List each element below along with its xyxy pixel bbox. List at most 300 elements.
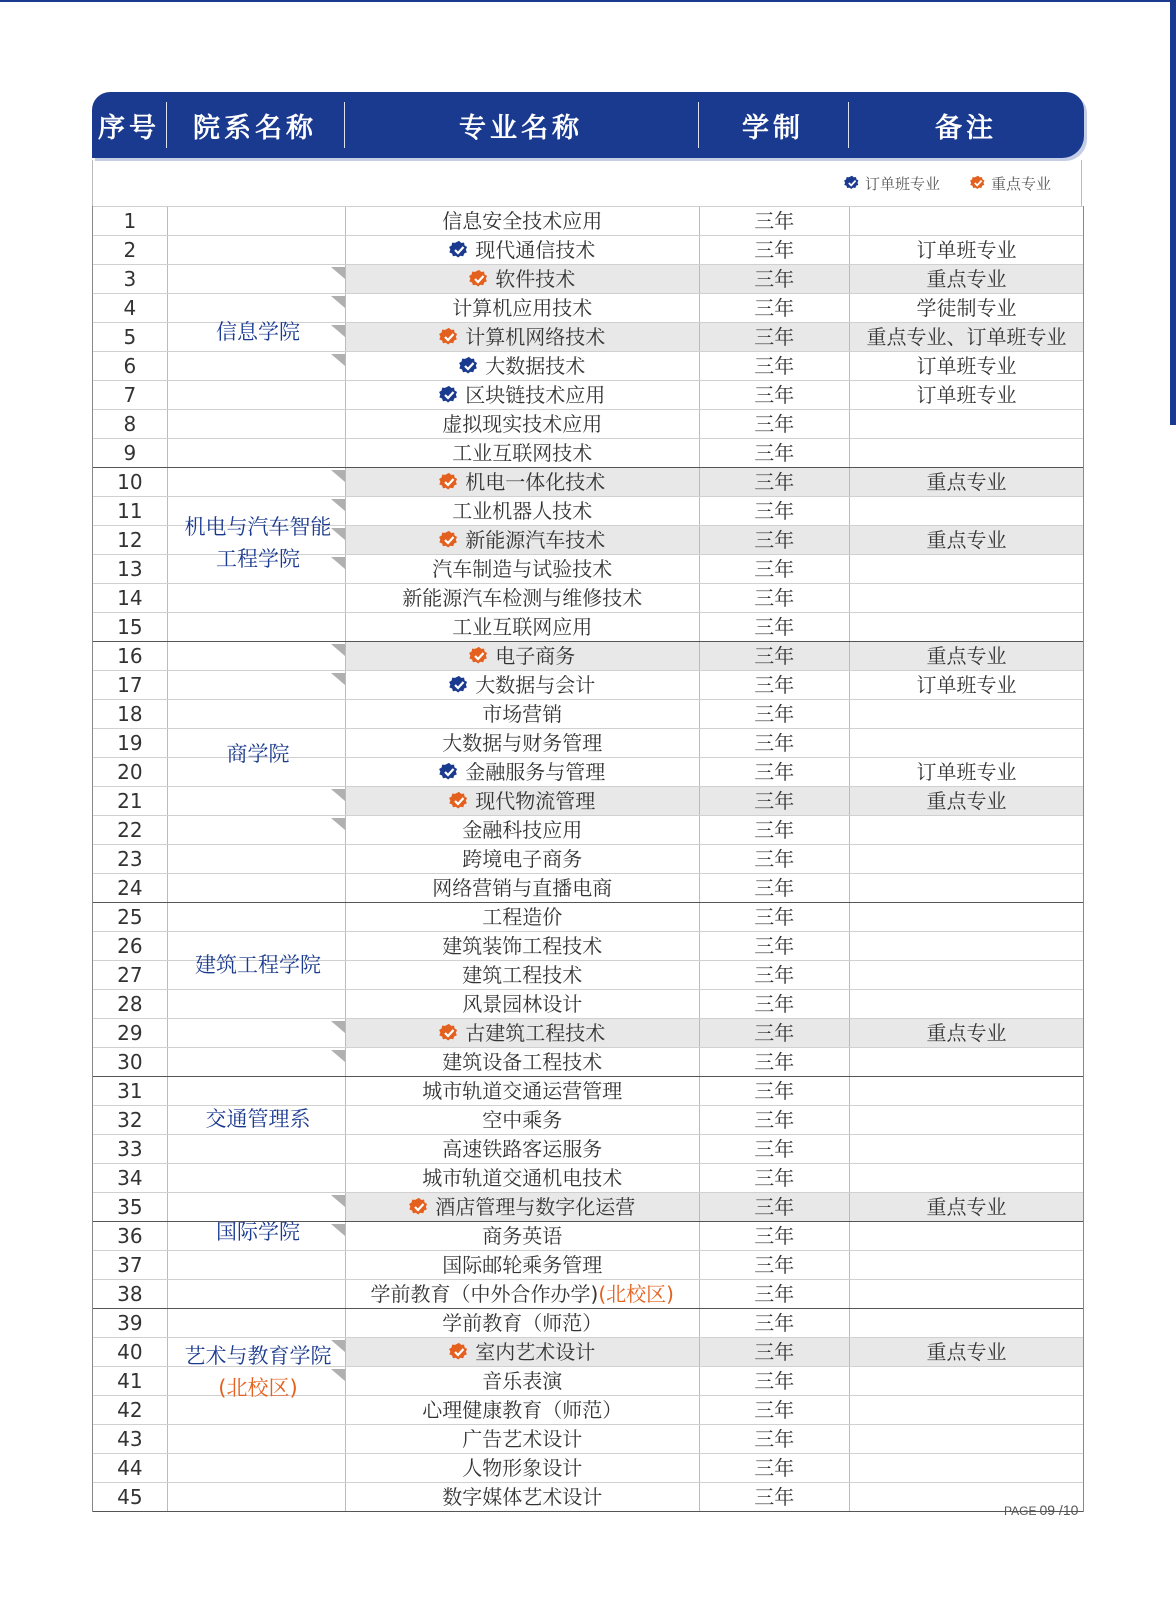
note-cell <box>850 497 1083 525</box>
major-name: 室内艺术设计 <box>475 1340 596 1364</box>
duration-cell: 三年 <box>700 584 850 612</box>
table-row <box>93 1308 1083 1337</box>
major-cell <box>346 642 700 670</box>
table-header <box>92 92 1084 158</box>
note-cell <box>850 1425 1083 1453</box>
key-badge-icon <box>439 1023 459 1043</box>
page-number <box>1004 1502 1078 1518</box>
row-tab-marker <box>331 499 345 511</box>
table-row <box>93 1134 1083 1163</box>
dept-cell <box>168 1309 346 1337</box>
note-cell <box>850 584 1083 612</box>
major-name: 城市轨道交通机电技术 <box>422 1166 623 1190</box>
row-number: 13 <box>93 555 168 583</box>
key-badge-icon <box>449 791 469 811</box>
row-number: 12 <box>93 526 168 554</box>
dept-cell <box>168 294 346 322</box>
note-cell: 学徒制专业 <box>916 296 1017 320</box>
table-row <box>93 1250 1083 1279</box>
major-name: 金融服务与管理 <box>465 760 606 784</box>
row-number: 23 <box>93 845 168 873</box>
table-row <box>93 264 1083 293</box>
duration-cell: 三年 <box>700 816 850 844</box>
row-tab-marker <box>331 354 345 366</box>
major-cell <box>346 1222 700 1250</box>
note-cell <box>850 1280 1083 1308</box>
table-row <box>93 1366 1083 1395</box>
table-row <box>93 641 1083 670</box>
note-cell <box>850 1396 1083 1424</box>
note-cell <box>850 1222 1083 1250</box>
note-cell <box>850 729 1083 757</box>
table-row <box>93 1424 1083 1453</box>
dept-cell <box>168 758 346 786</box>
duration-cell: 三年 <box>700 1280 850 1308</box>
note-cell: 重点专业 <box>850 1193 1083 1221</box>
key-badge-icon <box>469 646 489 666</box>
duration-cell: 三年 <box>700 1454 850 1482</box>
dept-cell <box>168 613 346 641</box>
major-name: 工业互联网技术 <box>452 441 593 465</box>
note-cell <box>850 1251 1083 1279</box>
note-cell <box>850 410 1083 438</box>
table-row <box>93 1018 1083 1047</box>
row-number: 40 <box>93 1338 168 1366</box>
header-seq: 序号 <box>98 112 160 144</box>
duration-cell: 三年 <box>700 1135 850 1163</box>
major-cell <box>346 1425 700 1453</box>
table-row <box>93 1076 1083 1105</box>
row-number: 34 <box>93 1164 168 1192</box>
row-number: 11 <box>93 497 168 525</box>
dept-cell <box>168 1077 346 1105</box>
major-name: 金融科技应用 <box>462 818 583 842</box>
duration-cell: 三年 <box>700 1338 850 1366</box>
dept-cell <box>168 352 346 380</box>
dept-cell <box>168 381 346 409</box>
major-cell <box>346 352 700 380</box>
dept-cell <box>168 1193 346 1221</box>
department-campus: (北校区) <box>218 1376 298 1401</box>
header-duration: 学制 <box>698 92 848 158</box>
major-name: 学前教育（师范） <box>442 1311 603 1335</box>
dept-cell <box>168 990 346 1018</box>
dept-cell <box>168 729 346 757</box>
row-number: 42 <box>93 1396 168 1424</box>
major-name: 软件技术 <box>495 267 576 291</box>
row-number: 1 <box>93 207 168 235</box>
row-number: 37 <box>93 1251 168 1279</box>
major-cell <box>346 265 700 293</box>
header-major: 专业名称 <box>344 92 698 158</box>
major-cell <box>346 468 700 496</box>
major-name: 跨境电子商务 <box>462 847 583 871</box>
dept-cell <box>168 1280 346 1308</box>
row-number: 27 <box>93 961 168 989</box>
table-row <box>93 1337 1083 1366</box>
major-name: 工程造价 <box>482 905 563 929</box>
major-cell <box>346 613 700 641</box>
department-line: 交通管理系 <box>205 1107 311 1132</box>
table-row <box>93 728 1083 757</box>
major-name: 城市轨道交通运营管理 <box>422 1079 623 1103</box>
major-name: 信息安全技术应用 <box>442 209 603 233</box>
note-cell <box>850 932 1083 960</box>
major-cell <box>346 758 700 786</box>
major-name: 学前教育（中外合作办学) <box>370 1282 599 1306</box>
duration-cell: 三年 <box>700 642 850 670</box>
table-row <box>93 1453 1083 1482</box>
dept-cell <box>168 1164 346 1192</box>
row-number: 24 <box>93 874 168 902</box>
major-cell <box>346 1483 700 1511</box>
major-name: 计算机网络技术 <box>465 325 606 349</box>
major-cell <box>346 207 700 235</box>
duration-cell: 三年 <box>700 700 850 728</box>
major-name: 古建筑工程技术 <box>465 1021 606 1045</box>
duration-cell: 三年 <box>700 1222 850 1250</box>
table-row <box>93 612 1083 641</box>
major-cell <box>346 1280 700 1308</box>
table-row <box>93 989 1083 1018</box>
note-cell <box>850 903 1083 931</box>
note-cell: 订单班专业 <box>916 383 1017 407</box>
major-cell <box>346 1135 700 1163</box>
duration-cell: 三年 <box>700 526 850 554</box>
row-tab-marker <box>331 1340 345 1352</box>
duration-cell: 三年 <box>700 932 850 960</box>
major-cell <box>346 816 700 844</box>
major-name: 新能源汽车技术 <box>465 528 606 552</box>
row-number: 14 <box>93 584 168 612</box>
major-name: 工业机器人技术 <box>452 499 593 523</box>
major-name: 新能源汽车检测与维修技术 <box>402 586 643 610</box>
major-cell <box>346 700 700 728</box>
dept-cell <box>168 1483 346 1511</box>
major-name: 计算机应用技术 <box>452 296 593 320</box>
row-number: 41 <box>93 1367 168 1395</box>
major-cell <box>346 729 700 757</box>
major-name: 建筑设备工程技术 <box>442 1050 603 1074</box>
row-tab-marker <box>331 267 345 279</box>
major-cell <box>346 323 700 351</box>
row-number: 28 <box>93 990 168 1018</box>
row-number: 20 <box>93 758 168 786</box>
table-row <box>93 786 1083 815</box>
major-name: 汽车制造与试验技术 <box>432 557 613 581</box>
major-name: 商务英语 <box>482 1224 563 1248</box>
row-number: 19 <box>93 729 168 757</box>
note-cell <box>850 439 1083 467</box>
row-number: 35 <box>93 1193 168 1221</box>
dept-cell <box>168 642 346 670</box>
dept-cell <box>168 700 346 728</box>
dept-cell <box>168 265 346 293</box>
major-cell <box>346 1454 700 1482</box>
major-cell <box>346 1077 700 1105</box>
major-table <box>92 206 1084 1512</box>
dept-cell <box>168 1135 346 1163</box>
note-cell: 重点专业 <box>850 468 1083 496</box>
row-number: 44 <box>93 1454 168 1482</box>
dept-cell <box>168 1222 346 1250</box>
duration-cell: 三年 <box>700 1019 850 1047</box>
key-badge-icon <box>449 1342 469 1362</box>
dept-cell <box>168 1019 346 1047</box>
dept-cell <box>168 526 346 554</box>
row-number: 31 <box>93 1077 168 1105</box>
duration-cell: 三年 <box>700 410 850 438</box>
duration-cell: 三年 <box>700 990 850 1018</box>
dept-cell <box>168 961 346 989</box>
row-number: 43 <box>93 1425 168 1453</box>
table-row <box>93 1105 1083 1134</box>
row-number: 7 <box>93 381 168 409</box>
row-tab-marker <box>331 528 345 540</box>
order-badge-icon <box>439 385 459 405</box>
legend-key-label: 重点专业 <box>990 174 1051 193</box>
note-cell <box>850 1164 1083 1192</box>
major-name: 人物形象设计 <box>462 1456 583 1480</box>
duration-cell: 三年 <box>700 236 850 264</box>
major-cell <box>346 236 700 264</box>
note-cell: 重点专业 <box>850 642 1083 670</box>
major-cell <box>346 990 700 1018</box>
duration-cell: 三年 <box>700 323 850 351</box>
major-cell <box>346 961 700 989</box>
major-cell <box>346 294 700 322</box>
major-name: 建筑工程技术 <box>462 963 583 987</box>
major-cell <box>346 1193 700 1221</box>
row-number: 21 <box>93 787 168 815</box>
table-row <box>93 293 1083 322</box>
key-badge-icon <box>439 327 459 347</box>
table-row <box>93 1221 1083 1250</box>
dept-cell <box>168 1367 346 1395</box>
dept-cell <box>168 1048 346 1076</box>
major-name: 虚拟现实技术应用 <box>442 412 603 436</box>
table-row <box>93 235 1083 264</box>
order-badge-icon <box>449 675 469 695</box>
duration-cell: 三年 <box>700 1396 850 1424</box>
department-line: 建筑工程学院 <box>195 952 321 977</box>
note-cell: 重点专业 <box>850 787 1083 815</box>
dept-cell <box>168 1396 346 1424</box>
department-line: 工程学院 <box>216 547 300 572</box>
row-tab-marker <box>331 644 345 656</box>
side-accent-bar <box>1170 0 1176 425</box>
table-row <box>93 960 1083 989</box>
major-cell <box>346 1309 700 1337</box>
note-cell <box>850 845 1083 873</box>
row-number: 30 <box>93 1048 168 1076</box>
note-cell <box>850 700 1083 728</box>
major-name: 大数据与会计 <box>475 673 596 697</box>
table-row <box>93 1395 1083 1424</box>
key-badge-icon <box>439 530 459 550</box>
table-row <box>93 931 1083 960</box>
table-row <box>93 351 1083 380</box>
duration-cell: 三年 <box>700 787 850 815</box>
note-cell <box>850 1454 1083 1482</box>
dept-cell <box>168 816 346 844</box>
dept-cell <box>168 1425 346 1453</box>
dept-cell <box>168 1338 346 1366</box>
row-number: 22 <box>93 816 168 844</box>
major-cell <box>346 381 700 409</box>
table-row <box>93 699 1083 728</box>
dept-cell <box>168 410 346 438</box>
major-name: 酒店管理与数字化运营 <box>435 1195 636 1219</box>
note-cell <box>850 961 1083 989</box>
note-cell <box>850 1367 1083 1395</box>
key-badge-icon <box>469 269 489 289</box>
note-cell: 重点专业 <box>850 526 1083 554</box>
legend-order-label: 订单班专业 <box>864 174 940 193</box>
row-number: 5 <box>93 323 168 351</box>
note-cell <box>850 1309 1083 1337</box>
duration-cell: 三年 <box>700 961 850 989</box>
department-line: 信息学院 <box>216 320 300 345</box>
row-number: 25 <box>93 903 168 931</box>
table-row <box>93 525 1083 554</box>
dept-cell <box>168 468 346 496</box>
major-name: 广告艺术设计 <box>462 1427 583 1451</box>
note-cell: 订单班专业 <box>916 238 1017 262</box>
legend <box>92 160 1082 206</box>
duration-cell: 三年 <box>700 1425 850 1453</box>
row-tab-marker <box>331 789 345 801</box>
table-row <box>93 1482 1083 1512</box>
major-name: 区块链技术应用 <box>465 383 606 407</box>
row-number: 8 <box>93 410 168 438</box>
duration-cell: 三年 <box>700 439 850 467</box>
duration-cell: 三年 <box>700 874 850 902</box>
major-name: 大数据与财务管理 <box>442 731 603 755</box>
note-cell: 重点专业、订单班专业 <box>850 323 1083 351</box>
row-tab-marker <box>331 470 345 482</box>
major-cell <box>346 526 700 554</box>
duration-cell: 三年 <box>700 729 850 757</box>
major-name: 机电一体化技术 <box>465 470 606 494</box>
major-name: 高速铁路客运服务 <box>442 1137 603 1161</box>
major-name: 建筑装饰工程技术 <box>442 934 603 958</box>
major-name: 网络营销与直播电商 <box>432 876 613 900</box>
dept-cell <box>168 903 346 931</box>
major-name: 电子商务 <box>495 644 576 668</box>
dept-cell <box>168 1106 346 1134</box>
major-cell <box>346 903 700 931</box>
row-tab-marker <box>331 296 345 308</box>
duration-cell: 三年 <box>700 555 850 583</box>
row-number: 9 <box>93 439 168 467</box>
dept-cell <box>168 932 346 960</box>
table-row <box>93 496 1083 525</box>
department-line: 机电与汽车智能 <box>184 515 332 540</box>
duration-cell: 三年 <box>700 845 850 873</box>
dept-cell <box>168 1251 346 1279</box>
note-cell <box>850 990 1083 1018</box>
duration-cell: 三年 <box>700 758 850 786</box>
major-cell <box>346 1338 700 1366</box>
note-cell <box>850 1106 1083 1134</box>
major-cell <box>346 1164 700 1192</box>
row-number: 2 <box>93 236 168 264</box>
table-row <box>93 409 1083 438</box>
major-cell <box>346 555 700 583</box>
major-cell <box>346 1019 700 1047</box>
dept-cell <box>168 439 346 467</box>
dept-cell <box>168 236 346 264</box>
order-badge-icon <box>844 175 860 191</box>
dept-cell <box>168 787 346 815</box>
note-cell: 重点专业 <box>850 265 1083 293</box>
dept-cell <box>168 1454 346 1482</box>
row-tab-marker <box>331 557 345 569</box>
table-row <box>93 815 1083 844</box>
note-cell: 订单班专业 <box>916 673 1017 697</box>
row-number: 16 <box>93 642 168 670</box>
major-cell <box>346 1396 700 1424</box>
row-number: 39 <box>93 1309 168 1337</box>
dept-cell <box>168 207 346 235</box>
row-tab-marker <box>331 818 345 830</box>
duration-cell: 三年 <box>700 1251 850 1279</box>
row-tab-marker <box>331 1050 345 1062</box>
major-cell <box>346 1048 700 1076</box>
major-name: 市场营销 <box>482 702 563 726</box>
row-tab-marker <box>331 673 345 685</box>
duration-cell: 三年 <box>700 1193 850 1221</box>
major-name: 现代通信技术 <box>475 238 596 262</box>
row-number: 10 <box>93 468 168 496</box>
major-name: 空中乘务 <box>482 1108 563 1132</box>
header-note: 备注 <box>848 92 1084 158</box>
duration-cell: 三年 <box>700 1106 850 1134</box>
major-cell <box>346 932 700 960</box>
campus-suffix: (北校区) <box>598 1282 674 1306</box>
dept-cell <box>168 497 346 525</box>
row-tab-marker <box>331 325 345 337</box>
note-cell <box>850 874 1083 902</box>
note-cell <box>850 1077 1083 1105</box>
table-row <box>93 902 1083 931</box>
note-cell <box>850 555 1083 583</box>
table-row <box>93 1279 1083 1308</box>
page-number-value: 09 /10 <box>1039 1502 1079 1518</box>
major-name: 大数据技术 <box>485 354 586 378</box>
note-cell <box>850 613 1083 641</box>
department-line: 国际学院 <box>216 1219 300 1244</box>
table-row <box>93 1163 1083 1192</box>
key-badge-icon <box>439 472 459 492</box>
note-cell: 重点专业 <box>850 1338 1083 1366</box>
table-row <box>93 670 1083 699</box>
major-cell <box>346 787 700 815</box>
dept-cell <box>168 671 346 699</box>
order-badge-icon <box>439 762 459 782</box>
table-row <box>93 1047 1083 1076</box>
top-rule <box>0 0 1176 2</box>
major-cell <box>346 1367 700 1395</box>
row-number: 26 <box>93 932 168 960</box>
row-tab-marker <box>331 1224 345 1236</box>
major-name: 国际邮轮乘务管理 <box>442 1253 603 1277</box>
row-number: 4 <box>93 294 168 322</box>
table-row <box>93 873 1083 902</box>
major-cell <box>346 671 700 699</box>
table-row <box>93 554 1083 583</box>
